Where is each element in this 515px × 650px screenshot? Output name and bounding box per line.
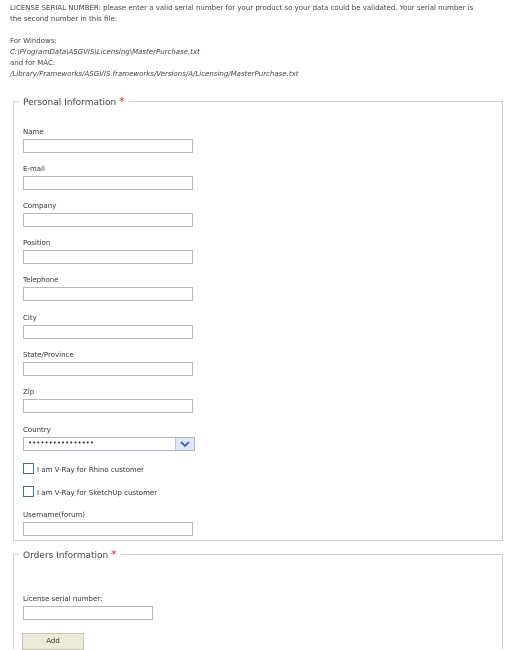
chevron-down-icon[interactable] xyxy=(175,438,194,450)
position-input[interactable] xyxy=(23,250,193,264)
add-button[interactable]: Add xyxy=(22,633,84,650)
zip-input[interactable] xyxy=(23,399,193,413)
state-label: State/Province xyxy=(23,351,74,359)
required-asterisk: * xyxy=(111,548,117,561)
position-label: Position xyxy=(23,239,51,247)
country-label: Country xyxy=(23,426,51,434)
license-serial-input[interactable] xyxy=(23,606,153,620)
rhino-customer-checkbox[interactable] xyxy=(23,463,34,474)
email-label: E-mail xyxy=(23,165,45,173)
windows-path: C:\ProgramData\ASGVIS\Licensing\MasterPurchase.txt xyxy=(10,48,200,56)
required-asterisk: * xyxy=(119,95,125,108)
country-select[interactable] xyxy=(23,437,195,451)
personal-information-legend xyxy=(19,95,129,108)
sketchup-customer-checkbox[interactable] xyxy=(23,486,34,497)
intro-line-2: the second number in this file: xyxy=(10,15,118,23)
orders-information-section xyxy=(13,548,503,649)
name-label: Name xyxy=(23,128,44,136)
company-input[interactable] xyxy=(23,213,193,227)
telephone-label: Telephone xyxy=(23,276,59,284)
zip-label: Zip xyxy=(23,388,35,396)
intro-line-1: LICENSE SERIAL NUMBER: please enter a valid serial number for your product so your data could be validated. Your serial number is xyxy=(10,4,474,12)
license-serial-label: License serial number: xyxy=(23,595,103,603)
telephone-input[interactable] xyxy=(23,287,193,301)
username-label: Username(forum) xyxy=(23,511,86,519)
email-input[interactable] xyxy=(23,176,193,190)
country-selected-value: •••••••••••••••• xyxy=(28,439,95,447)
orders-information-title: Orders Information xyxy=(23,551,109,561)
intro-text xyxy=(10,3,505,80)
state-input[interactable] xyxy=(23,362,193,376)
company-label: Company xyxy=(23,202,57,210)
personal-information-section xyxy=(13,95,503,541)
mac-path: /Library/Frameworks/ASGVIS.frameworks/Versions/A/Licensing/MasterPurchase.txt xyxy=(10,70,299,78)
rhino-customer-label: I am V-Ray for Rhino customer xyxy=(37,466,144,474)
windows-label: For Windows: xyxy=(10,37,57,45)
username-input[interactable] xyxy=(23,522,193,536)
city-input[interactable] xyxy=(23,325,193,339)
name-input[interactable] xyxy=(23,139,193,153)
personal-information-title: Personal Information xyxy=(23,98,117,108)
orders-information-legend xyxy=(19,548,121,561)
city-label: City xyxy=(23,314,37,322)
mac-label: and for MAC: xyxy=(10,59,56,67)
sketchup-customer-label: I am V-Ray for SketchUp customer xyxy=(37,489,158,497)
